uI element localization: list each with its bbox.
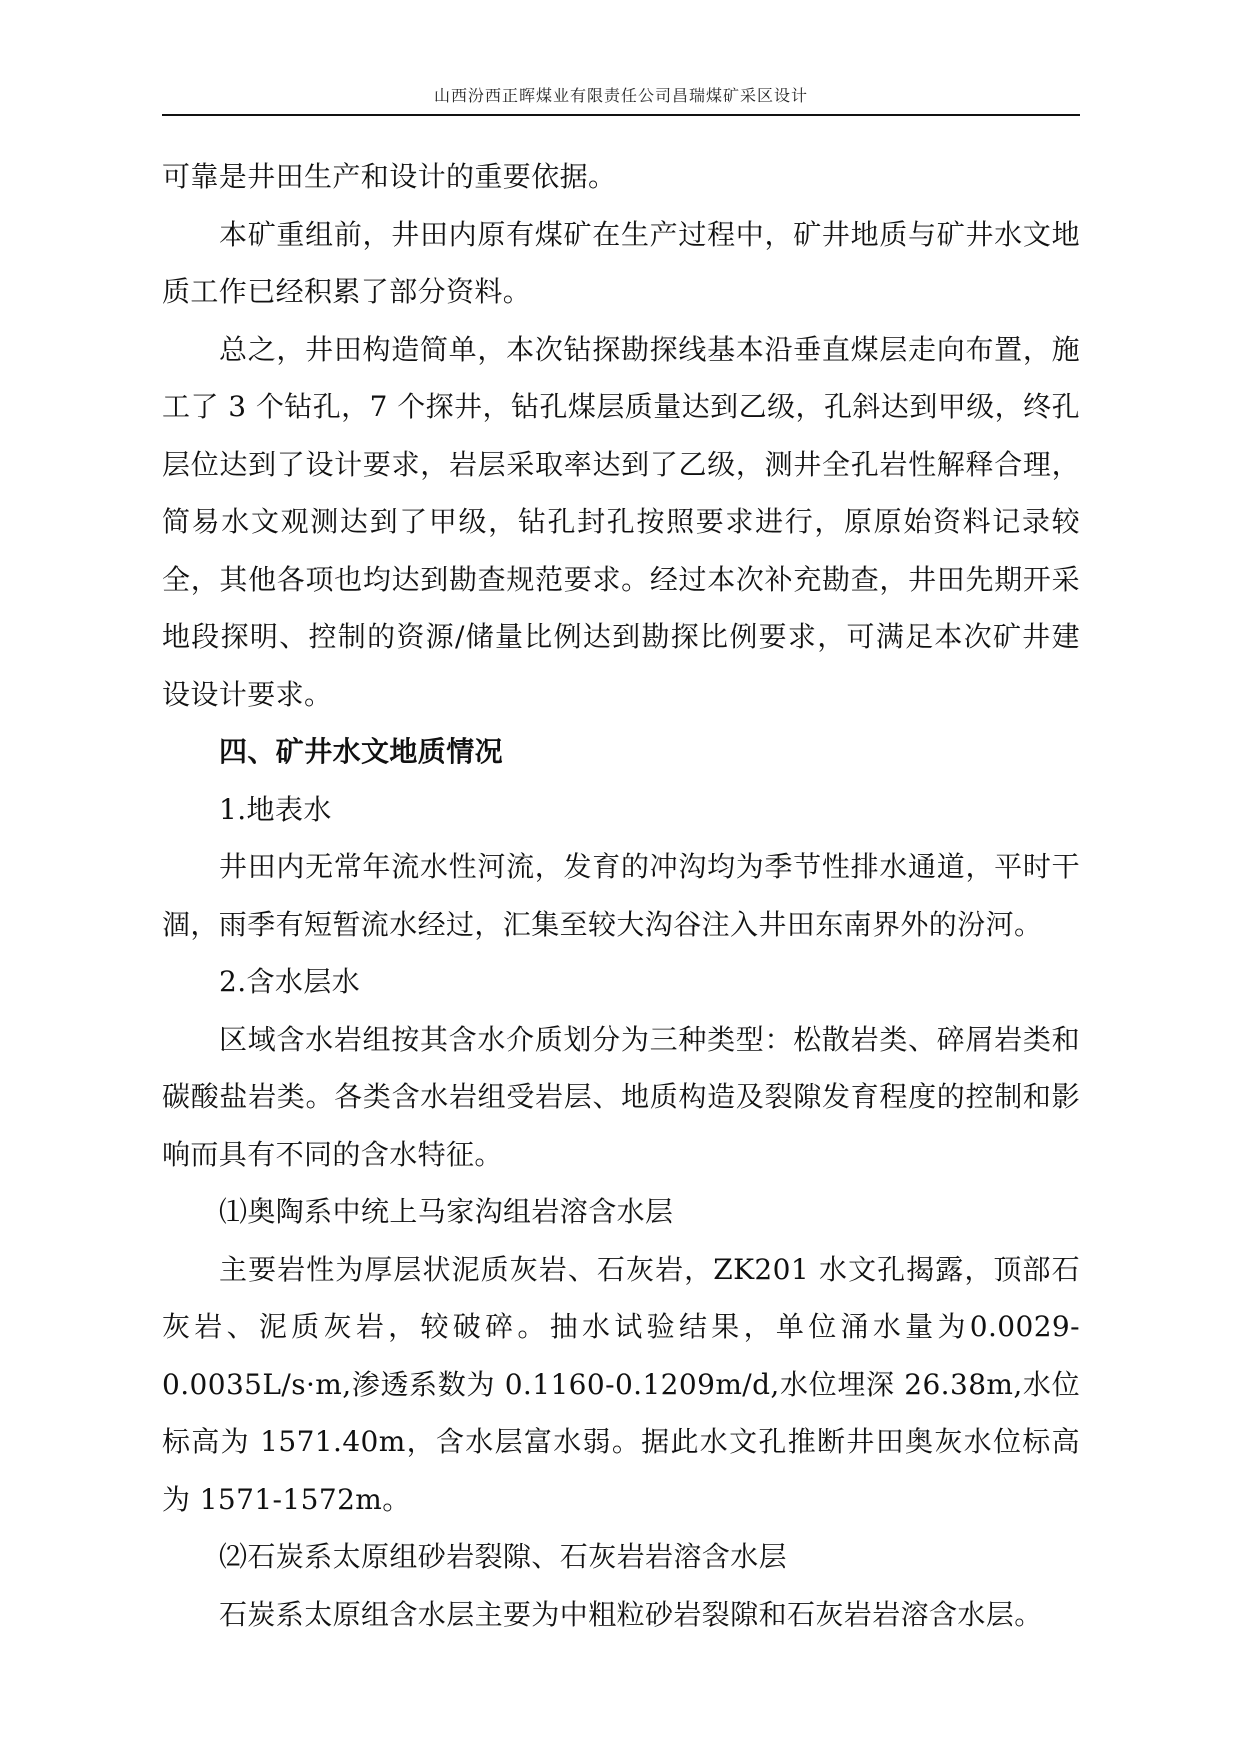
body-text [162, 148, 1080, 1643]
running-header: 山西汾西正晖煤业有限责任公司昌瑞煤矿采区设计 [433, 86, 808, 105]
paragraph-carboniferous-aquifer: 石炭系太原组含水层主要为中粗粒砂岩裂隙和石灰岩岩溶含水层。 [219, 1597, 1043, 1631]
paragraph-prior-data: 本矿重组前，井田内原有煤矿在生产过程中，矿井地质与矿井水文地质工作已经积累了部分资料。 [162, 217, 1080, 308]
paragraph-summary: 总之，井田构造简单，本次钻探勘探线基本沿垂直煤层走向布置，施工了 3 个钻孔，7 个探井，钻孔煤层质量达到乙级，孔斜达到甲级，终孔层位达到了设计要求，岩层采取率达到了乙级，测井全孔岩性解释合理，简易水文观测达到了甲级，钻孔封孔按照要求进行，原原始资料记录较全，其他各项也均达到勘查规范要求。经过本次补充勘查，井田先期开采地段探明、控制的资源/储量比例达到勘探比例要求，可满足本次矿井建设设计要求。 [162, 332, 1080, 711]
item-carboniferous-aquifer: ⑵石炭系太原组砂岩裂隙、石灰岩岩溶含水层 [219, 1540, 788, 1573]
paragraph-continuation: 可靠是井田生产和设计的重要依据。 [162, 160, 617, 193]
paragraph-ordovician-aquifer: 主要岩性为厚层状泥质灰岩、石灰岩，ZK201 水文孔揭露，顶部石灰岩、泥质灰岩，较破碎。抽水试验结果，单位涌水量为0.0029-0.0035L/s·m,渗透系数为 0.1160-0.1209m/d,水位埋深 26.38m,水位标高为 1571.40m，含水层富水弱。据此水文孔推断井田奥灰水位标高为 1571-1572m。 [162, 1252, 1080, 1516]
paragraph-surface-water: 井田内无常年流水性河流，发育的冲沟均为季节性排水通道，平时干涸，雨季有短暂流水经过，汇集至较大沟谷注入井田东南界外的汾河。 [162, 850, 1080, 941]
item-ordovician-aquifer: ⑴奥陶系中统上马家沟组岩溶含水层 [219, 1195, 674, 1228]
paragraph-aquifer-types: 区域含水岩组按其含水介质划分为三种类型：松散岩类、碎屑岩类和碳酸盐岩类。各类含水岩组受岩层、地质构造及裂隙发育程度的控制和影响而具有不同的含水特征。 [162, 1022, 1080, 1171]
subheading-surface-water: 1.地表水 [219, 792, 332, 826]
subheading-aquifer-water: 2.含水层水 [219, 965, 361, 998]
section-heading-hydrogeology: 四、矿井水文地质情况 [219, 735, 504, 768]
header-rule [162, 114, 1080, 116]
